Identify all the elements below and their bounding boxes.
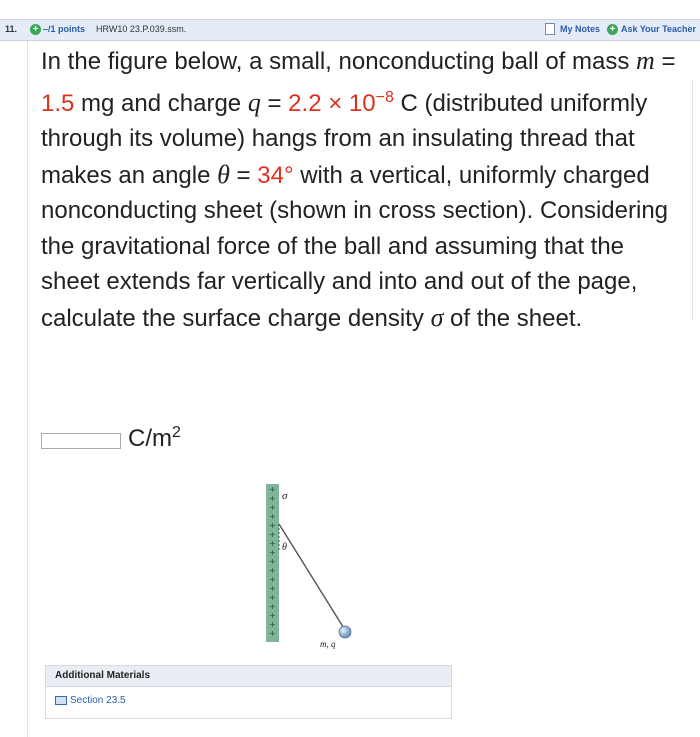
question-header: [0, 19, 700, 41]
ask-teacher-link[interactable]: Ask Your Teacher: [621, 24, 697, 34]
angle-value: 34°: [257, 161, 294, 189]
plus-charge-mark: +: [269, 512, 276, 521]
figure-charged-sheet: [258, 484, 368, 654]
mass-value: 1.5: [41, 89, 75, 117]
charge-symbol: q: [247, 87, 261, 117]
plus-charge-mark: +: [269, 620, 276, 629]
question-id: HRW10 23.P.039.ssm.: [96, 24, 187, 34]
book-icon: [55, 696, 67, 705]
plus-charge-mark: +: [269, 503, 276, 512]
additional-materials: [45, 665, 452, 719]
notes-icon[interactable]: [545, 23, 555, 35]
plus-charge-mark: +: [269, 539, 276, 548]
ball-label: m, q: [320, 639, 336, 649]
charged-ball: [339, 626, 351, 638]
plus-charge-mark: +: [269, 611, 276, 620]
left-divider: [27, 41, 28, 737]
answer-input[interactable]: [41, 433, 121, 449]
plus-charge-mark: +: [269, 566, 276, 575]
plus-charge-mark: +: [269, 557, 276, 566]
section-link[interactable]: Section 23.5: [70, 695, 126, 706]
plus-charge-mark: +: [269, 629, 276, 638]
mass-symbol: m: [636, 46, 655, 75]
points-label: –/1 points: [43, 24, 86, 34]
plus-charge-mark: +: [269, 575, 276, 584]
thread: [279, 524, 345, 630]
plus-charges: [269, 485, 276, 638]
plus-charge-mark: +: [269, 593, 276, 602]
plus-charge-mark: +: [269, 485, 276, 494]
charge-value: $2.2 \times 10^{-8}$: [288, 88, 394, 117]
sigma-symbol: σ: [430, 302, 444, 332]
plus-charge-mark: +: [269, 521, 276, 530]
ask-teacher-plus-icon[interactable]: +: [607, 24, 618, 35]
question-number: 11.: [5, 24, 18, 34]
theta-symbol: θ: [217, 159, 230, 189]
plus-charge-mark: +: [269, 530, 276, 539]
scrollbar[interactable]: [692, 80, 693, 320]
sigma-label: σ: [282, 490, 288, 502]
expand-plus-icon[interactable]: +: [30, 24, 41, 35]
theta-label: θ: [282, 542, 287, 553]
my-notes-link[interactable]: My Notes: [560, 24, 601, 34]
plus-charge-mark: +: [269, 602, 276, 611]
plus-charge-mark: +: [269, 494, 276, 503]
question-text: In the figure below, a small, nonconducting ball of mass m = 1.5 mg and charge $q = 2.2 \times 10^{-8}$ C (distributed uniformly through its volume) hangs from an insulating thread that makes an angle θ = 34° with a vertical, uniformly charged nonconducting sheet (shown in cross section). Considering the gravitational force of the ball and assuming that the sheet extends far vertically and into and out of the page, calculate the surface charge density σ of the sheet.: [41, 46, 676, 332]
materials-title: Additional Materials: [46, 666, 451, 687]
plus-charge-mark: +: [269, 548, 276, 557]
plus-charge-mark: +: [269, 584, 276, 593]
answer-unit: $C/m^2$: [128, 424, 181, 452]
